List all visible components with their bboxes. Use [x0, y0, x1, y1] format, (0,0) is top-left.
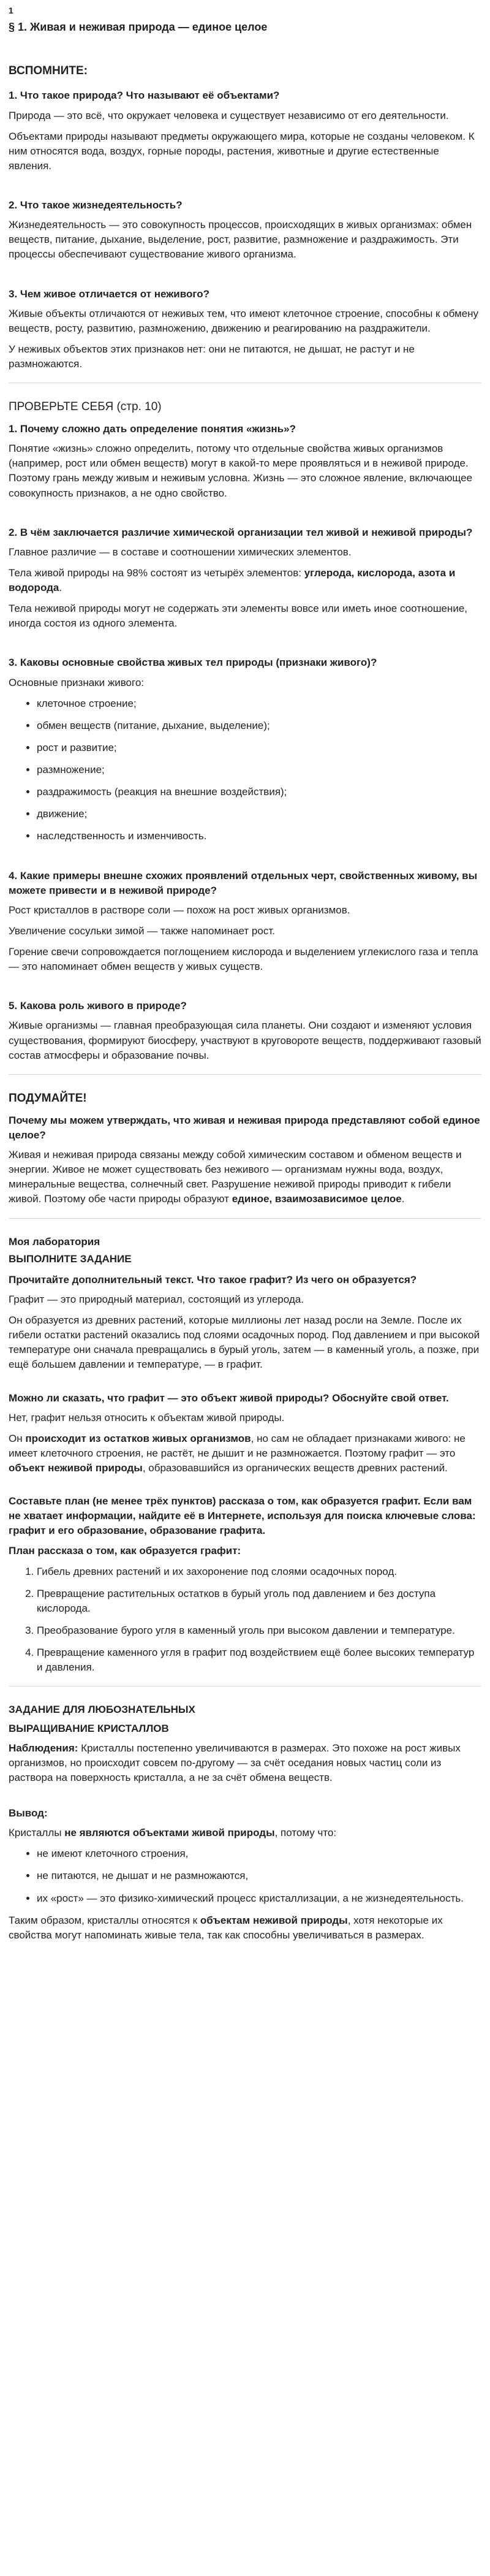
lab-q1-p1: Графит — это природный материал, состоящий из углерода. [9, 1293, 304, 1305]
list-item: • рост и развитие; [37, 741, 481, 755]
page-title: § 1. Живая и неживая природа — единое целое [9, 20, 268, 33]
signs-of-life-list [9, 696, 481, 844]
graphite-plan-list [9, 1564, 481, 1675]
observations: Наблюдения: Кристаллы постепенно увеличиваются в размерах. Это похоже на рост живых организмов, но происходит совсем по-другому — за счёт оседания новых частиц соли из раствора на поверхность кристалла, а не за счёт обмена веществ. [9, 1742, 461, 1783]
check-q5-p1: Живые организмы — главная преобразующая сила планеты. Они создают и изменяют условия существования, формируют биосферу, участвуют в круговороте веществ, поддерживают газовый состав атмосферы и образование почвы. [9, 1019, 481, 1061]
list-item: • клеточное строение; [37, 696, 481, 711]
check-q2-p2: Тела живой природы на 98% состоят из четырёх элементов: углерода, кислорода, азота и водорода. [9, 566, 456, 594]
check-q4-p1: Рост кристаллов в растворе соли — похож на рост живых организмов. [9, 904, 350, 916]
section-divider [9, 1074, 481, 1075]
list-item: • обмен веществ (питание, дыхание, выделение); [37, 718, 481, 733]
check-q5-title: 5. Какова роль живого в природе? [9, 1000, 187, 1012]
check-q4-p3: Горение свечи сопровождается поглощением кислорода и выделением углекислого газа и тепла — это напоминает обмен веществ у живых существ. [9, 946, 478, 973]
remember-q3-title: 3. Чем живое отличается от неживого? [9, 288, 209, 300]
check-q1-title: 1. Почему сложно дать определение понятия «жизнь»? [9, 423, 296, 435]
lab-plan-title: План рассказа о том, как образуется графит: [9, 1544, 241, 1557]
list-item: 4. Превращение каменного угля в графит под воздействием ещё более высоких температур и давления. [37, 1645, 481, 1675]
remember-heading: ВСПОМНИТЕ: [9, 64, 88, 78]
list-item: 3. Преобразование бурого угля в каменный уголь при высоком давлении и температуре. [37, 1623, 481, 1638]
check-q2-p1: Главное различие — в составе и соотношении химических элементов. [9, 546, 352, 558]
lab-q2-title: Можно ли сказать, что графит — это объект живой природы? Обоснуйте свой ответ. [9, 1392, 449, 1404]
remember-q2-p1: Жизнедеятельность — это совокупность процессов, происходящих в живых организмах: обмен веществ, питание, дыхание, выделение, рост, развитие, размножение и раздражимость. Эти процессы обеспечивают существование живого организма. [9, 219, 472, 261]
list-item: • наследственность и изменчивость. [37, 829, 481, 844]
lab-q3-title: Составьте план (не менее трёх пунктов) рассказа о том, как образуется графит. Если вам не хватает информации, найдите её в Интернете, используя для поиска ключевые слова: графит и его образование, образование графита. [9, 1495, 476, 1537]
elements-list: углерода, кислорода, азота и водорода [9, 566, 456, 594]
check-q2-p3: Тела неживой природы могут не содержать эти элементы вовсе или иметь иное соотношение, иногда состоя из одного элемента. [9, 603, 467, 630]
list-item: • размножение; [37, 763, 481, 777]
conclusion-label: Вывод: [9, 1807, 48, 1820]
lab-q2-p2: Он происходит из остатков живых организмов, но сам не обладает признаками живого: не имеет клеточного строения, не растёт, не дышит и не размножается. Поэтому графит — это объект неживой природы, образовавшийся из органических веществ древних растений. [9, 1432, 466, 1474]
lab-label: Моя лаборатория [9, 1235, 100, 1248]
remember-q1-title: 1. Что такое природа? Что называют её объектами? [9, 90, 280, 102]
list-item: • их «рост» — это физико-химический процесс кристаллизации, а не жизнедеятельность. [37, 1891, 481, 1906]
check-q3-title: 3. Каковы основные свойства живых тел природы (признаки живого)? [9, 657, 377, 669]
conclusion-p2: Таким образом, кристаллы относятся к объектам неживой природы, хотя некоторые их свойства могут напоминать живые тела, так как способны увеличиваться в размерах. [9, 1914, 443, 1941]
list-item: 1. Гибель древних растений и их захоронение под слоями осадочных пород. [37, 1564, 481, 1579]
check-q4-title: 4. Какие примеры внешне схожих проявлений отдельных черт, свойственных живому, вы можете привести и в неживой природе? [9, 869, 478, 896]
section-divider [9, 1218, 481, 1219]
remember-q3-p1: Живые объекты отличаются от неживых тем, что имеют клеточное строение, способны к обмену веществ, росту, развитию, размножению, движению и реагированию на раздражители. [9, 307, 479, 334]
lab-q1-p2: Он образуется из древних растений, которые миллионы лет назад росли на Земле. После их гибели остатки растений оказались под слоями осадочных пород. Под давлением и при высокой температуре они сначала превращались в бурый уголь, затем — в каменный уголь, а позже, при ещё большем давлении и температуре, — в графит. [9, 1314, 480, 1371]
curious-subheading: ВЫРАЩИВАНИЕ КРИСТАЛЛОВ [9, 1722, 169, 1734]
list-item: • движение; [37, 807, 481, 821]
check-q4-p2: Увеличение сосульки зимой — также напоминает рост. [9, 924, 275, 937]
check-q3-intro: Основные признаки живого: [9, 676, 144, 688]
think-title: Почему мы можем утверждать, что живая и неживая природа представляют собой единое целое? [9, 1114, 480, 1141]
check-q1-p1: Понятие «жизнь» сложно определить, потому что отдельные свойства живых организмов (например, рост или обмен веществ) могут в какой-то мере проявляться и в неживой природе. Поэтому грань между живым и неживым условна. Жизнь — это сложное явление, включающее совокупность признаков, а не одно свойство. [9, 443, 473, 499]
check-heading: ПРОВЕРЬТЕ СЕБЯ (стр. 10) [9, 400, 162, 414]
crystal-reasons-list [9, 1846, 481, 1905]
curious-heading: ЗАДАНИЕ ДЛЯ ЛЮБОЗНАТЕЛЬНЫХ [9, 1704, 195, 1716]
page-number: 1 [9, 6, 13, 15]
check-q2-title: 2. В чём заключается различие химической организации тел живой и неживой природы? [9, 526, 473, 538]
lab-heading: ВЫПОЛНИТЕ ЗАДАНИЕ [9, 1252, 132, 1265]
remember-q1-p2: Объектами природы называют предметы окружающего мира, которые не созданы человеком. К ним относятся вода, воздух, горные породы, растения, животные и другие естественные явления. [9, 130, 475, 172]
lab-q2-p1: Нет, графит нельзя относить к объектам живой природы. [9, 1411, 285, 1423]
remember-q3-p2: У неживых объектов этих признаков нет: они не питаются, не дышат, не растут и не размножаются. [9, 343, 415, 370]
list-item: • не имеют клеточного строения, [37, 1846, 481, 1861]
remember-q2-title: 2. Что такое жизнедеятельность? [9, 199, 183, 211]
remember-q1-p1: Природа — это всё, что окружает человека и существует независимо от его деятельности. [9, 109, 449, 121]
list-item: • не питаются, не дышат и не размножаются, [37, 1869, 481, 1883]
lab-q1-title: Прочитайте дополнительный текст. Что такое графит? Из чего он образуется? [9, 1273, 417, 1286]
conclusion-p1: Кристаллы не являются объектами живой природы, потому что: [9, 1827, 337, 1839]
list-item: • раздражимость (реакция на внешние воздействия); [37, 785, 481, 799]
think-heading: ПОДУМАЙТЕ! [9, 1091, 87, 1105]
think-p1: Живая и неживая природа связаны между собой химическим составом и обменом веществ и энергии. Живое не может существовать без неживого — организмам нужны вода, воздух, минеральные вещества, солнечный свет. Разрушение неживой природы приводит к гибели живой. Поэтому обе части природы образуют единое, взаимозависимое целое. [9, 1149, 462, 1205]
list-item: 2. Превращение растительных остатков в бурый уголь под давлением и без доступа кислорода. [37, 1587, 481, 1616]
